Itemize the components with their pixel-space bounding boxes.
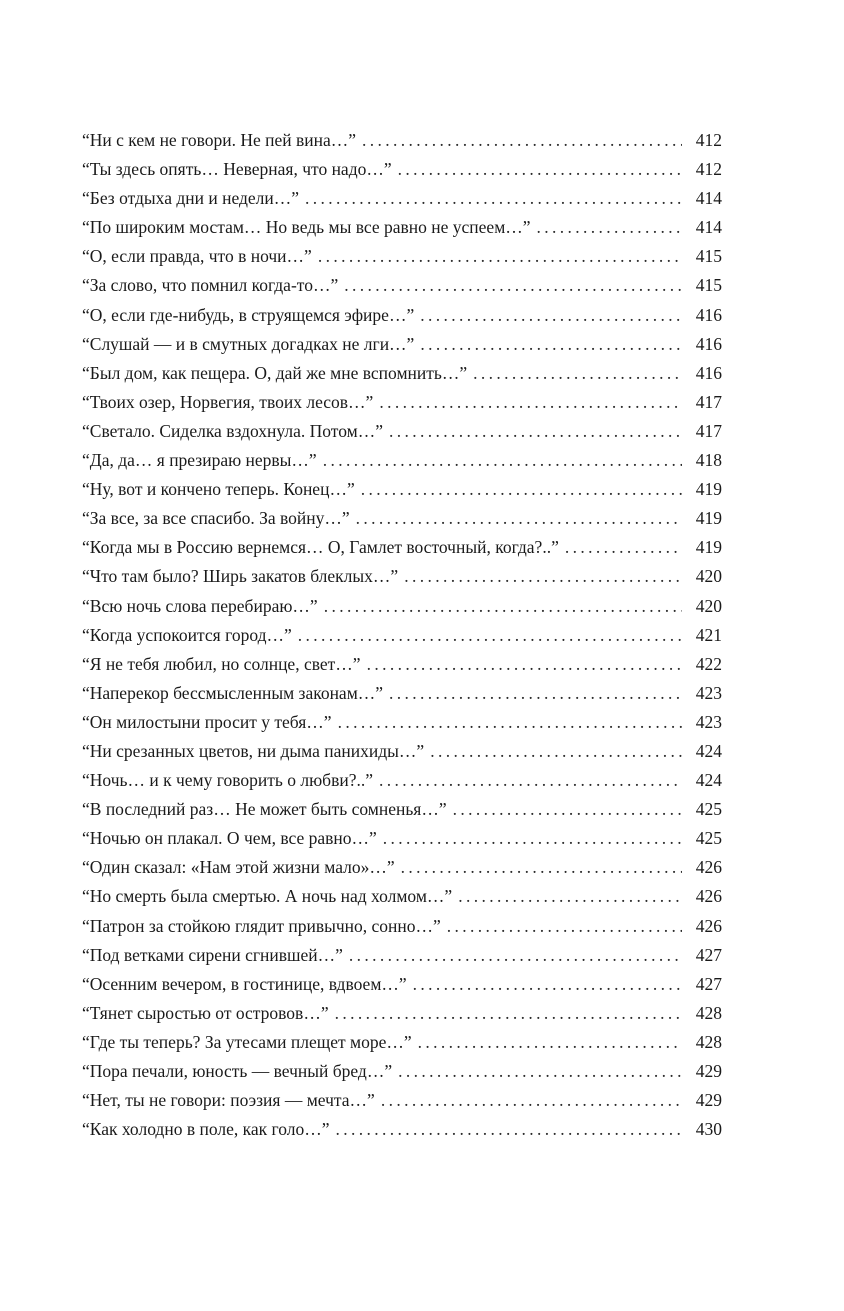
toc-leader-dots: [349, 941, 682, 970]
toc-entry-title: “Твоих озер, Норвегия, твоих лесов…”: [82, 391, 374, 412]
toc-entry-title: “Но смерть была смертью. А ночь над холмом…”: [82, 886, 453, 907]
toc-entry-page: 429: [695, 1090, 722, 1111]
toc-entry-title: “Ну, вот и кончено теперь. Конец…”: [82, 479, 355, 500]
toc-entry: [82, 1115, 722, 1144]
toc-leader-dots: [344, 271, 682, 300]
toc-leader-dots: [404, 562, 682, 591]
toc-entry: [82, 533, 722, 562]
table-of-contents: [82, 126, 722, 1144]
toc-entry-title: “Ты здесь опять… Неверная, что надо…”: [82, 159, 392, 180]
toc-leader-dots: [379, 766, 682, 795]
toc-entry: [82, 242, 722, 271]
toc-entry-page: 421: [695, 624, 722, 645]
toc-entry: [82, 301, 722, 330]
toc-entry-page: 419: [695, 537, 722, 558]
toc-leader-dots: [453, 795, 682, 824]
toc-entry-title: “Как холодно в поле, как голо…”: [82, 1119, 330, 1140]
toc-entry-title: “Когда успокоится город…”: [82, 624, 292, 645]
toc-entry: [82, 737, 722, 766]
toc-entry: [82, 155, 722, 184]
toc-entry-page: 416: [695, 333, 722, 354]
toc-entry: [82, 271, 722, 300]
toc-entry-page: 418: [695, 450, 722, 471]
toc-entry-title: “Ни срезанных цветов, ни дыма панихиды…”: [82, 740, 425, 761]
toc-entry: [82, 679, 722, 708]
toc-leader-dots: [324, 592, 682, 621]
toc-leader-dots: [298, 621, 682, 650]
toc-entry-title: “За все, за все спасибо. За войну…”: [82, 508, 350, 529]
toc-entry: [82, 824, 722, 853]
toc-entry-title: “По широким мостам… Но ведь мы все равно не успеем…”: [82, 217, 531, 238]
toc-entry: [82, 650, 722, 679]
toc-entry-title: “Что там было? Ширь закатов блеклых…”: [82, 566, 399, 587]
toc-leader-dots: [398, 1057, 682, 1086]
toc-leader-dots: [420, 301, 682, 330]
toc-entry: [82, 970, 722, 999]
toc-entry-page: 426: [695, 886, 722, 907]
toc-leader-dots: [367, 650, 682, 679]
toc-entry: [82, 330, 722, 359]
toc-entry-page: 419: [695, 479, 722, 500]
toc-entry: [82, 912, 722, 941]
toc-entry-title: “О, если правда, что в ночи…”: [82, 246, 312, 267]
toc-entry: [82, 1028, 722, 1057]
toc-leader-dots: [430, 737, 682, 766]
toc-entry-title: “Наперекор бессмысленным законам…”: [82, 682, 384, 703]
toc-leader-dots: [323, 446, 682, 475]
toc-entry-page: 425: [695, 828, 722, 849]
toc-entry-title: “Светало. Сиделка вздохнула. Потом…”: [82, 420, 383, 441]
toc-entry-page: 412: [695, 130, 722, 150]
toc-entry-title: “Он милостыни просит у тебя…”: [82, 711, 332, 732]
toc-entry: [82, 592, 722, 621]
toc-entry-page: 417: [695, 420, 722, 441]
toc-entry: [82, 1057, 722, 1086]
toc-leader-dots: [473, 359, 682, 388]
toc-entry: [82, 126, 722, 155]
toc-entry-title: “За слово, что помнил когда-то…”: [82, 275, 339, 296]
toc-entry: [82, 941, 722, 970]
toc-leader-dots: [418, 1028, 682, 1057]
toc-leader-dots: [401, 853, 682, 882]
toc-entry-page: 426: [695, 857, 722, 878]
toc-leader-dots: [381, 1086, 682, 1115]
toc-entry-title: “Где ты теперь? За утесами плещет море…”: [82, 1031, 412, 1052]
toc-entry-title: “Ночью он плакал. О чем, все равно…”: [82, 828, 377, 849]
toc-leader-dots: [565, 533, 682, 562]
toc-entry-page: 430: [695, 1119, 722, 1140]
toc-leader-dots: [537, 213, 682, 242]
toc-entry: [82, 417, 722, 446]
toc-leader-dots: [335, 999, 682, 1028]
toc-entry: [82, 184, 722, 213]
toc-entry: [82, 475, 722, 504]
toc-entry: [82, 504, 722, 533]
toc-entry-title: “О, если где-нибудь, в струящемся эфире…”: [82, 304, 415, 325]
toc-entry-title: “Патрон за стойкою глядит привычно, сонно…”: [82, 915, 441, 936]
toc-entry-page: 420: [695, 595, 722, 616]
toc-entry-page: 415: [695, 275, 722, 296]
toc-entry-page: 427: [695, 944, 722, 965]
toc-leader-dots: [379, 388, 682, 417]
toc-leader-dots: [361, 475, 682, 504]
toc-entry-page: 429: [695, 1061, 722, 1081]
toc-leader-dots: [338, 708, 682, 737]
toc-entry: [82, 621, 722, 650]
toc-entry: [82, 446, 722, 475]
toc-entry-title: “Я не тебя любил, но солнце, свет…”: [82, 653, 361, 674]
toc-entry-title: “Слушай — и в смутных догадках не лги…”: [82, 333, 415, 354]
toc-entry-page: 412: [695, 159, 722, 180]
toc-entry: [82, 795, 722, 824]
toc-entry: [82, 999, 722, 1028]
toc-leader-dots: [389, 417, 682, 446]
toc-entry-title: “Да, да… я презираю нервы…”: [82, 450, 317, 471]
toc-entry-page: 424: [695, 770, 722, 791]
toc-entry: [82, 359, 722, 388]
toc-leader-dots: [305, 184, 682, 213]
toc-entry-page: 414: [695, 217, 722, 238]
toc-entry-title: “Один сказал: «Нам этой жизни мало»…”: [82, 857, 395, 878]
toc-leader-dots: [383, 824, 682, 853]
toc-entry-page: 417: [695, 391, 722, 412]
toc-leader-dots: [336, 1115, 683, 1144]
toc-leader-dots: [398, 155, 682, 184]
toc-entry-page: 426: [695, 915, 722, 936]
toc-leader-dots: [447, 912, 682, 941]
toc-entry-title: “Был дом, как пещера. О, дай же мне вспомнить…”: [82, 362, 468, 383]
toc-entry: [82, 388, 722, 417]
toc-entry-title: “Осенним вечером, в гостинице, вдвоем…”: [82, 973, 407, 994]
toc-entry-page: 427: [695, 973, 722, 994]
toc-entry-page: 416: [695, 304, 722, 325]
toc-entry: [82, 562, 722, 591]
toc-entry-title: “Когда мы в Россию вернемся… О, Гамлет восточный, когда?..”: [82, 537, 559, 558]
toc-entry-page: 423: [695, 711, 722, 732]
toc-entry-page: 422: [695, 653, 722, 674]
toc-leader-dots: [389, 679, 682, 708]
toc-entry-page: 428: [695, 1002, 722, 1023]
toc-entry: [82, 766, 722, 795]
toc-leader-dots: [362, 126, 682, 155]
toc-leader-dots: [318, 242, 682, 271]
toc-entry: [82, 708, 722, 737]
toc-entry-title: “Ни с кем не говори. Не пей вина…”: [82, 130, 357, 150]
toc-entry-page: 424: [695, 740, 722, 761]
toc-entry: [82, 213, 722, 242]
toc-entry-page: 420: [695, 566, 722, 587]
toc-entry-title: “Без отдыха дни и недели…”: [82, 188, 300, 209]
toc-entry-page: 425: [695, 799, 722, 820]
toc-entry-title: “Ночь… и к чему говорить о любви?..”: [82, 770, 373, 791]
toc-entry-page: 419: [695, 508, 722, 529]
toc-leader-dots: [458, 882, 682, 911]
toc-entry-page: 423: [695, 682, 722, 703]
toc-entry: [82, 882, 722, 911]
toc-entry-title: “Всю ночь слова перебираю…”: [82, 595, 318, 616]
toc-entry: [82, 853, 722, 882]
toc-entry-page: 428: [695, 1031, 722, 1052]
toc-entry-page: 415: [695, 246, 722, 267]
toc-entry-title: “В последний раз… Не может быть сомненья…”: [82, 799, 447, 820]
toc-entry: [82, 1086, 722, 1115]
toc-entry-title: “Нет, ты не говори: поэзия — мечта…”: [82, 1090, 375, 1111]
toc-entry-page: 414: [695, 188, 722, 209]
toc-leader-dots: [356, 504, 682, 533]
toc-entry-title: “Пора печали, юность — вечный бред…”: [82, 1061, 393, 1081]
toc-leader-dots: [420, 330, 682, 359]
toc-leader-dots: [413, 970, 682, 999]
toc-entry-title: “Тянет сыростью от островов…”: [82, 1002, 329, 1023]
toc-entry-title: “Под ветками сирени сгнившей…”: [82, 944, 343, 965]
toc-entry-page: 416: [695, 362, 722, 383]
